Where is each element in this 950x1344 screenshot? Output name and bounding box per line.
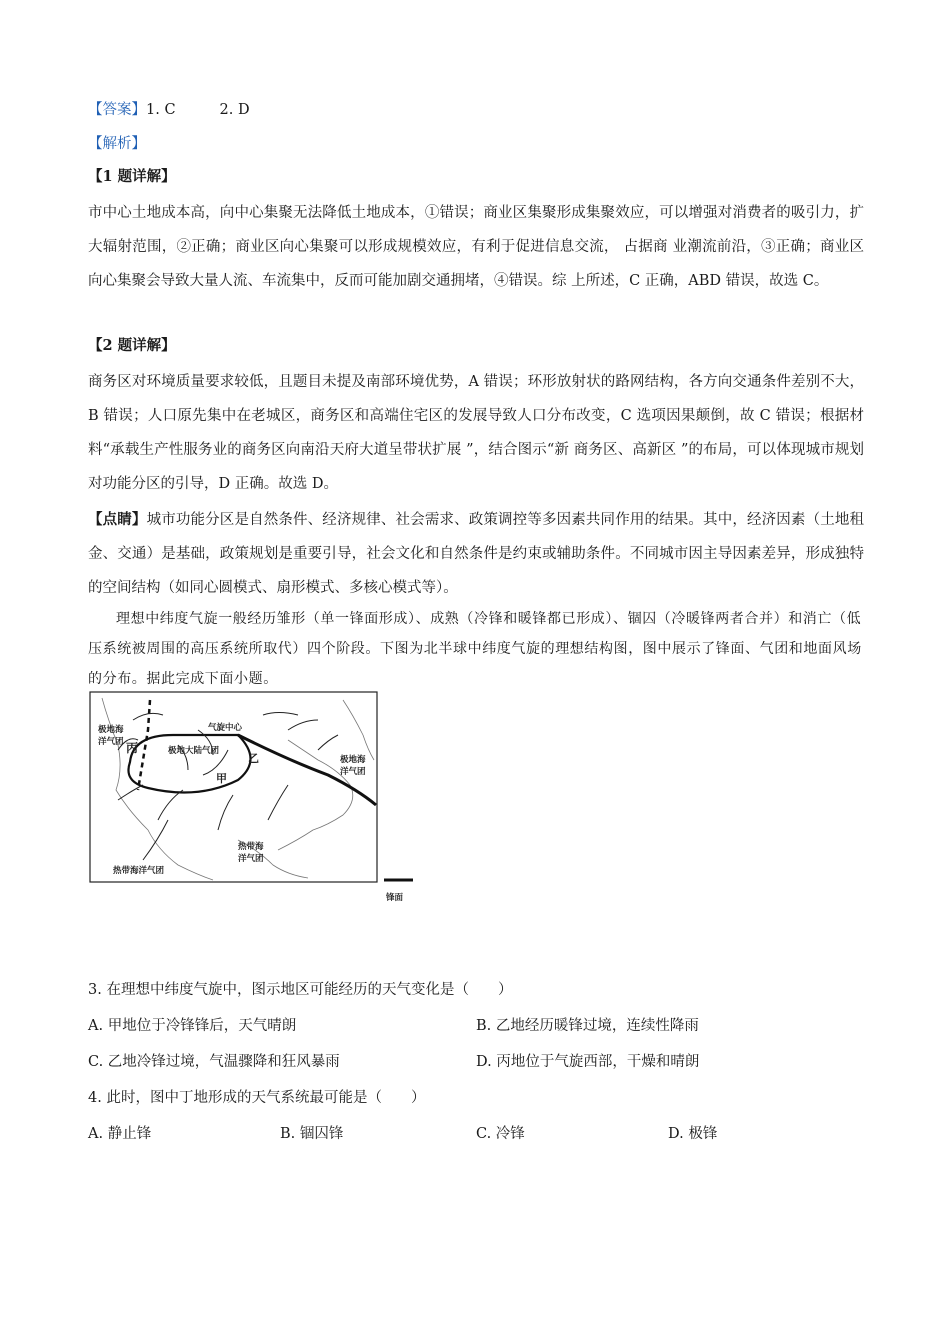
answer-label: 【答案】 [88,102,146,118]
label-polar-ocean-w2: 洋气团 [98,737,124,747]
q3-stem: 3. 在理想中纬度气旋中，图示地区可能经历的天气变化是（ ） [88,982,513,998]
label-tropical-ocean-c1: 热带海 [238,842,264,852]
q4-option-b[interactable]: B. 锢囚锋 [280,1126,344,1142]
q3-option-d[interactable]: D. 丙地位于气旋西部，干燥和晴朗 [476,1054,700,1070]
map-frame [90,692,377,882]
q4-option-a[interactable]: A. 静止锋 [88,1126,152,1142]
question-passage: 理想中纬度气旋一般经历雏形（单一锋面形成）、成熟（冷锋和暖锋都已形成）、锢囚（冷暖锋两者合并）和消亡（低压系统被周围的高压系统所取代）四个阶段。下图为北半球中纬度气旋的理想结构图，图中展示了锋面、气团和地面风场的分布。据此完成下面小题。 [88,611,862,687]
cyclone-map-svg [88,690,418,910]
label-polar-continental: 极地大陆气团 [168,746,220,756]
label-polar-ocean-e2: 洋气团 [340,767,366,777]
tip-paragraph [88,503,864,605]
label-yi: 乙 [248,752,259,765]
legend-front-label: 锋面 [386,893,404,903]
label-jia: 甲 [216,772,227,785]
q3-option-c[interactable]: C. 乙地冷锋过境，气温骤降和狂风暴雨 [88,1054,340,1070]
label-tropical-ocean-c2: 洋气团 [238,854,264,864]
q4-option-d[interactable]: D. 极锋 [668,1126,718,1142]
label-cyclone-center: 气旋中心 [208,723,243,733]
analysis-label: 【解析】 [88,136,146,152]
label-polar-ocean-w1: 极地海 [98,725,124,735]
q1-detail-label: 【1 题详解】 [88,168,176,185]
label-tropical-ocean-w: 热带海洋气团 [113,866,165,876]
q3-option-a[interactable]: A. 甲地位于冷锋锋后，天气晴朗 [88,1018,297,1034]
tip-label: 【点睛】 [88,511,147,528]
q4-option-c[interactable]: C. 冷锋 [476,1126,525,1142]
q4-stem: 4. 此时，图中丁地形成的天气系统最可能是（ ） [88,1090,426,1106]
q2-detail-text: 商务区对环境质量要求较低，且题目未提及南部环境优势，A 错误；环形放射状的路网结构，各方向交通条件差别不大，B 错误；人口原先集中在老城区，商务区和高端住宅区的发展导致人口分布改变，C 选项因果颠倒，故 C 错误；根据材料“承载生产性服务业的商务区向南沿天府大道呈带状扩展 ”，结合图示“新 商务区、高新区 ”的布局，可以体现城市规划对功能分区的引导，D 正确。故选 D。 [88,374,864,492]
tip-text: 城市功能分区是自然条件、经济规律、社会需求、政策调控等多因素共同作用的结果。其中，经济因素（土地租金、交通）是基础，政策规划是重要引导，社会文化和自然条件是约束或辅助条件。不同城市因主导因素差异，形成独特的空间结构（如同心圆模式、扇形模式、多核心模式等）。 [88,512,864,596]
label-bing: 丙 [126,741,139,755]
answer-2: 2. D [219,102,250,118]
cyclone-structure-map [88,690,418,910]
answer-1: 1. C [146,102,176,118]
label-polar-ocean-e1: 极地海 [340,755,366,765]
answer-line [88,100,250,120]
q3-option-b[interactable]: B. 乙地经历暖锋过境，连续性降雨 [476,1018,699,1034]
q2-detail-label: 【2 题详解】 [88,337,176,354]
q1-detail-text: 市中心土地成本高，向中心集聚无法降低土地成本，①错误；商业区集聚形成集聚效应，可以增强对消费者的吸引力，扩大辐射范围，②正确；商业区向心集聚可以形成规模效应，有利于促进信息交流， 占据商 业潮流前沿，③正确；商业区向心集聚会导致大量人流、车流集中，反而可能加剧交通拥堵，④错误。综 上所述，C 正确，ABD 错误，故选 C。 [88,205,864,289]
